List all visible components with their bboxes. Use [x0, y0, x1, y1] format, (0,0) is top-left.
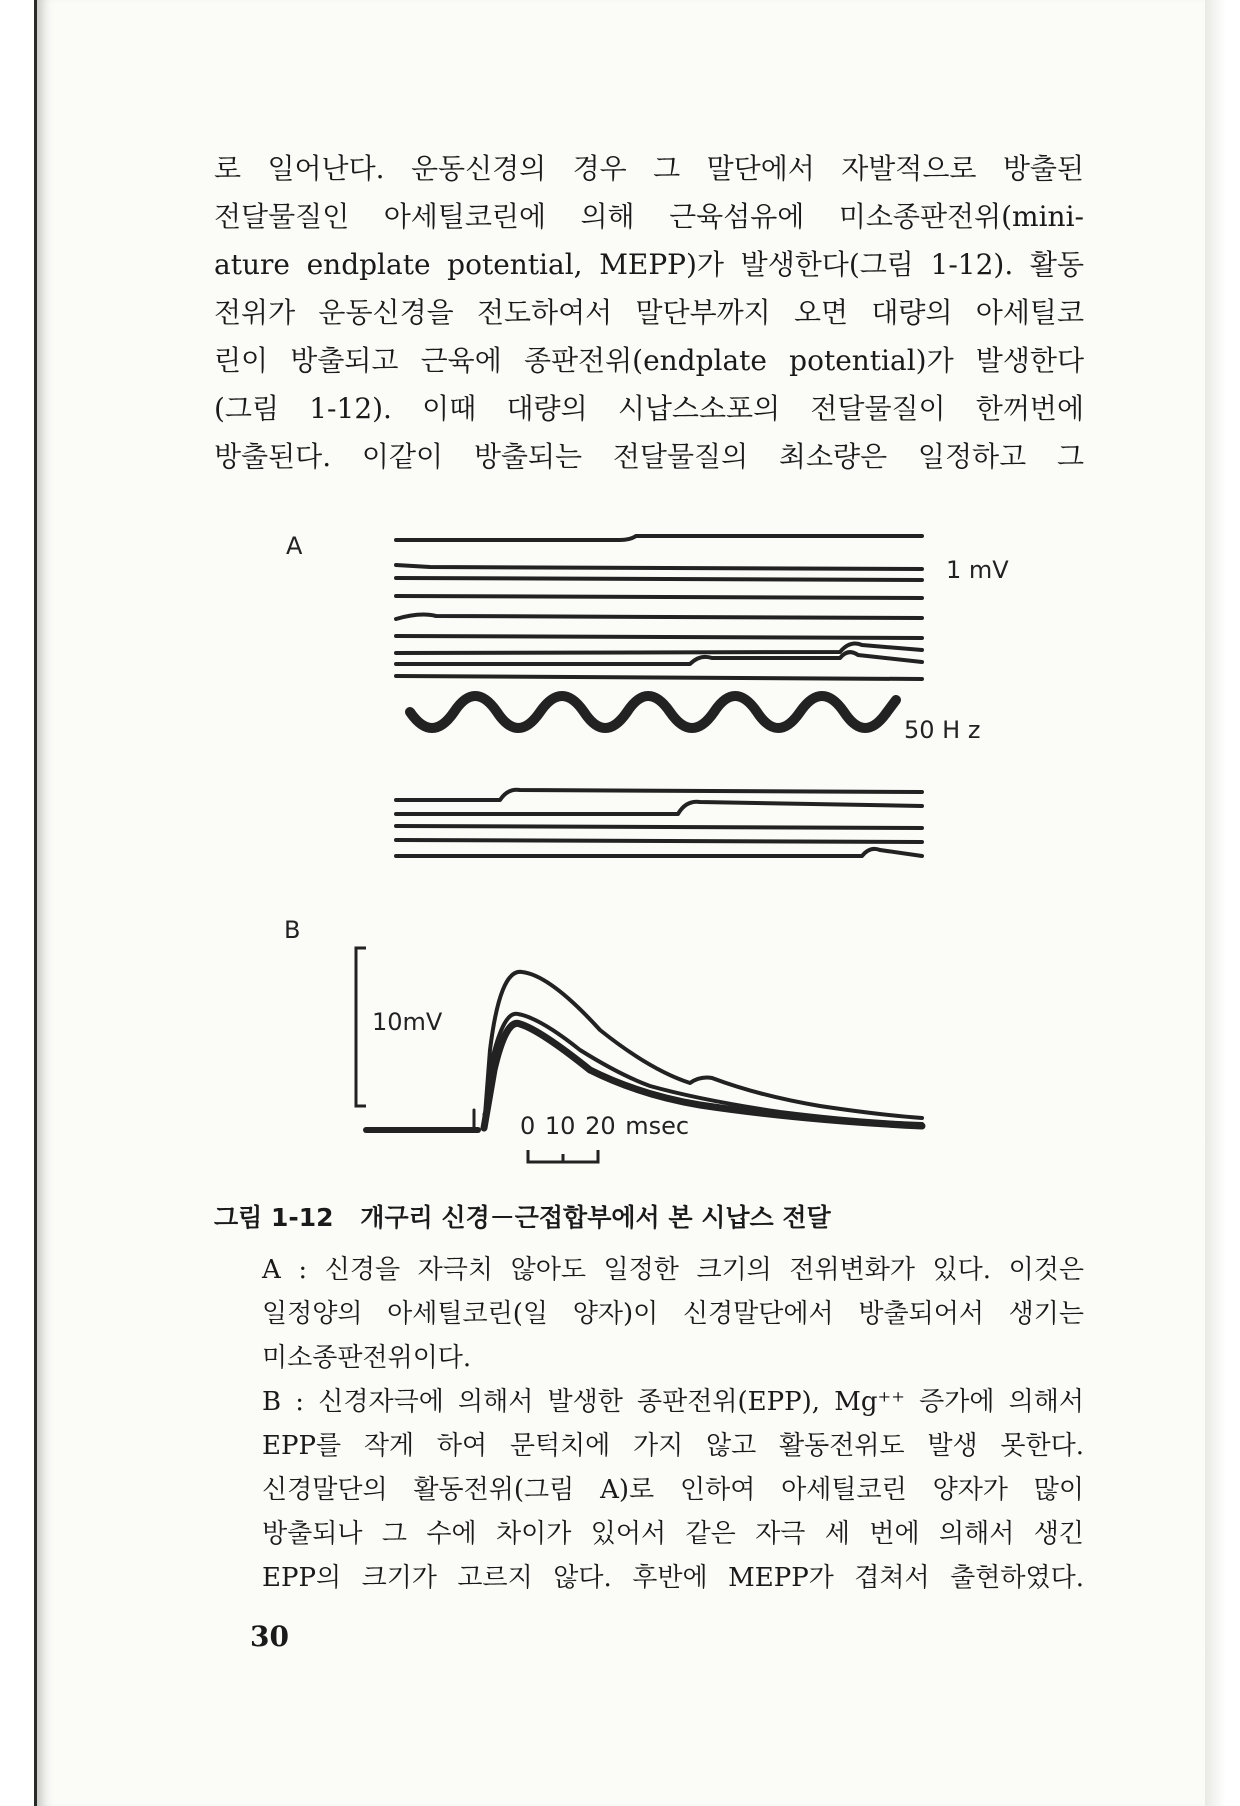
- body-line: 방출된다. 이같이 방출되는 전달물질의 최소량은 일정하고 그: [214, 440, 1084, 473]
- panel-b-time-label: 0 10 20 msec: [520, 1112, 690, 1140]
- caption-line: 방출되나 그 수에 차이가 있어서 같은 자극 세 번에 의해서 생긴: [262, 1519, 1084, 1549]
- panel-a-trace: [396, 636, 922, 638]
- caption-line: EPP의 크기가 고르지 않다. 후반에 MEPP가 겹쳐서 출현하였다.: [262, 1563, 1084, 1593]
- caption-line: EPP를 작게 하여 문턱치에 가지 않고 활동전위도 발생 못한다.: [262, 1431, 1084, 1461]
- caption-line: 미소종판전위이다.: [262, 1343, 472, 1373]
- body-line: 전위가 운동신경을 전도하여서 말단부까지 오면 대량의 아세틸코: [214, 296, 1084, 329]
- panel-a-trace: [396, 790, 922, 800]
- figure-number: 그림 1-12: [214, 1203, 334, 1232]
- figure-caption-title: [214, 1198, 1104, 1234]
- page-number: 30: [250, 1620, 289, 1653]
- panel-b-scale-bar: [356, 948, 366, 1106]
- caption-line: 신경말단의 활동전위(그림 A)로 인하여 아세틸코린 양자가 많이: [262, 1475, 1084, 1505]
- time-scale-bar: [528, 1150, 598, 1162]
- panel-a-trace: [396, 565, 922, 569]
- panel-a-trace: [396, 840, 922, 842]
- panel-a-trace: [396, 676, 922, 679]
- panel-a-trace: [396, 596, 922, 598]
- panel-a-frequency-label: 50 H z: [904, 716, 981, 744]
- sine-calibration-wave: [410, 696, 896, 728]
- caption-line: B : 신경자극에 의해서 발생한 종판전위(EPP), Mg⁺⁺ 증가에 의해서: [262, 1387, 1084, 1417]
- body-line: 린이 방출되고 근육에 종판전위(endplate potential)가 발생한다: [214, 344, 1084, 377]
- panel-a-trace: [396, 578, 922, 580]
- body-line: (그림 1-12). 이때 대량의 시납스소포의 전달물질이 한꺼번에: [214, 392, 1084, 425]
- figure-caption-body: [262, 1248, 1084, 1600]
- panel-a-trace: [396, 615, 922, 619]
- caption-line: A : 신경을 자극치 않아도 일정한 크기의 전위변화가 있다. 이것은: [262, 1255, 1084, 1285]
- body-line: ature endplate potential, MEPP)가 발생한다(그림 1-12). 활동: [214, 248, 1084, 281]
- panel-a-trace: [396, 802, 922, 814]
- panel-b-scale-label: 10mV: [372, 1008, 443, 1036]
- panel-b-label: B: [284, 916, 301, 944]
- panel-a-trace: [396, 536, 922, 540]
- panel-a-scale-label: 1 mV: [946, 556, 1009, 584]
- panel-a-trace: [396, 849, 922, 856]
- panel-a-label: A: [286, 532, 303, 560]
- body-line: 전달물질인 아세틸코린에 의해 근육섬유에 미소종판전위(mini-: [214, 200, 1084, 233]
- body-line: 로 일어난다. 운동신경의 경우 그 말단에서 자발적으로 방출된: [214, 152, 1084, 185]
- caption-line: 일정양의 아세틸코린(일 양자)이 신경말단에서 방출되어서 생기는: [262, 1299, 1084, 1329]
- panel-a-trace: [396, 644, 922, 653]
- panel-a-trace: [396, 826, 922, 828]
- figure-title: 개구리 신경－근접합부에서 본 시납스 전달: [360, 1203, 831, 1232]
